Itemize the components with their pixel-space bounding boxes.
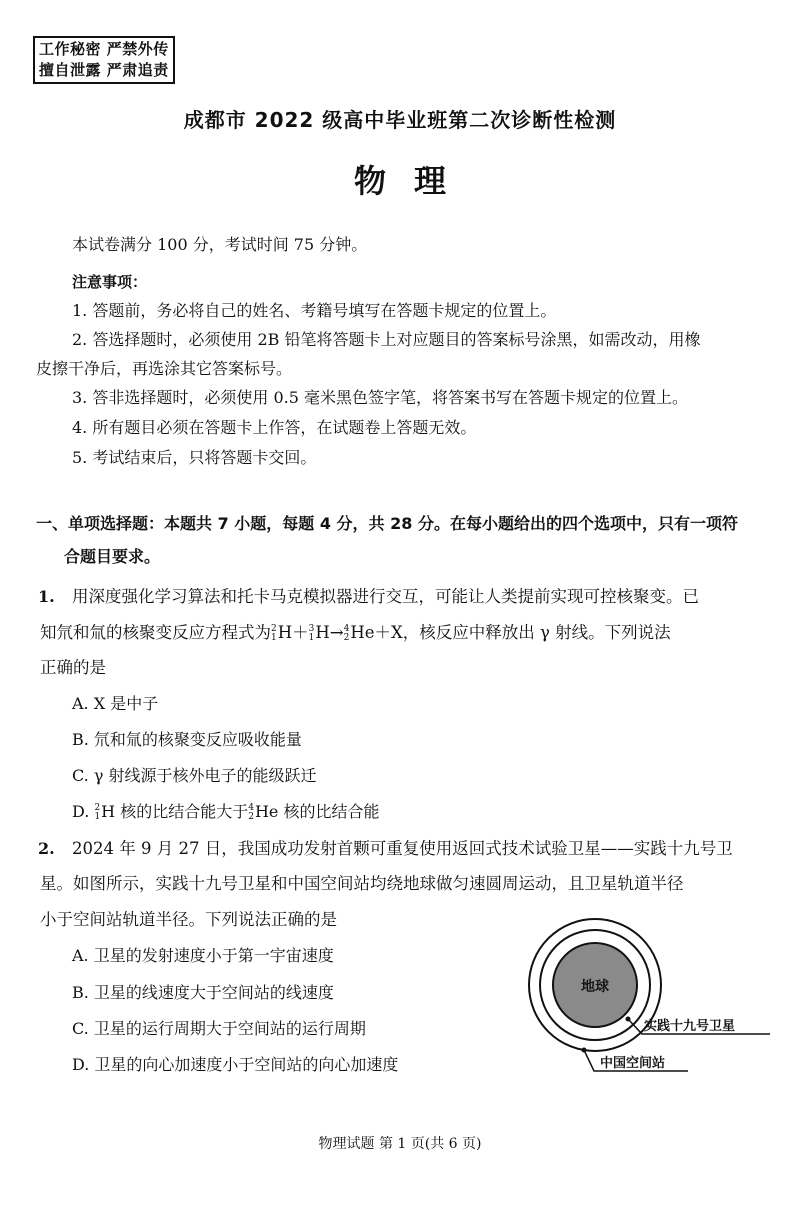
subject-title: 物理 (353, 162, 474, 200)
q1-option-a: A. X 是中子 (72, 694, 159, 713)
q1-option-b: B. 氘和氚的核聚变反应吸收能量 (72, 730, 302, 749)
section-1-heading-cont: 合题目要求。 (64, 547, 161, 566)
satellite-marker (626, 1017, 631, 1022)
q1-option-d-label: D. (72, 802, 95, 821)
h3-isotope-numbers: 3 1 (308, 623, 315, 643)
earth-label: 地球 (581, 979, 609, 995)
note-item-1: 1. 答题前，务必将自己的姓名、考籍号填写在答题卡规定的位置上。 (72, 301, 557, 320)
q1-option-c: C. γ 射线源于核外电子的能级跃迁 (72, 766, 317, 785)
satellite-label: 实践十九号卫星 (644, 1019, 736, 1034)
plus-sign: ＋ (292, 623, 309, 642)
d-mid-text: 核的比结合能大于 (115, 802, 249, 821)
d-h2-isotope-numbers: 2 1 (94, 802, 101, 822)
d-he-isotope-numbers: 4 2 (248, 802, 254, 822)
intro-text: 本试卷满分 100 分，考试时间 75 分钟。 (72, 235, 368, 254)
notes-heading: 注意事项： (72, 273, 148, 291)
h2-symbol: H (277, 623, 293, 642)
question-2-line-3: 小于空间站轨道半径。下列说法正确的是 (40, 910, 337, 929)
question-1-line-2 (40, 623, 671, 643)
question-1-line-1: 用深度强化学习算法和托卡马克模拟器进行交互，可能让人类提前实现可控核聚变。已 (72, 587, 699, 606)
h3-symbol: H (315, 623, 330, 642)
station-marker (582, 1048, 587, 1053)
he-isotope-numbers: 4 2 (343, 623, 350, 643)
section-1-heading: 一、单项选择题：本题共 7 小题，每题 4 分，共 28 分。在每小题给出的四个选项中，只有一项符 (36, 514, 738, 533)
d-he-symbol: He (254, 802, 279, 821)
d-h2-symbol: H (101, 802, 116, 821)
question-2-line-1: 2024 年 9 月 27 日，我国成功发射首颗可重复使用返回式技术试验卫星——实践十九号卫 (72, 839, 733, 858)
q1-text-pre: 知氘和氚的核聚变反应方程式为 (40, 623, 271, 642)
q2-option-a: A. 卫星的发射速度小于第一宇宙速度 (72, 946, 334, 965)
question-1-number: 1. (38, 587, 55, 606)
page-footer: 物理试题 第 1 页(共 6 页) (318, 1136, 482, 1152)
note-item-5: 5. 考试结束后，只将答题卡交回。 (72, 448, 317, 467)
station-label: 中国空间站 (600, 1056, 666, 1071)
stamp-line-2: 擅自泄露 严肃追责 (39, 61, 169, 79)
question-2-number: 2. (38, 839, 55, 858)
confidential-stamp (33, 36, 175, 84)
he-symbol: He (350, 623, 375, 642)
q1-option-d (72, 802, 379, 822)
note-item-2-cont: 皮擦干净后，再选涂其它答案标号。 (36, 359, 293, 378)
q2-option-b: B. 卫星的线速度大于空间站的线速度 (72, 983, 334, 1002)
orbit-diagram (520, 912, 780, 1084)
exam-title: 成都市 2022 级高中毕业班第二次诊断性检测 (183, 108, 617, 132)
note-item-4: 4. 所有题目必须在答题卡上作答，在试题卷上答题无效。 (72, 418, 477, 437)
equation-tail: ＋X (374, 623, 403, 642)
note-item-3: 3. 答非选择题时，必须使用 0.5 毫米黑色签字笔，将答案书写在答题卡规定的位置上。 (72, 388, 688, 407)
q2-option-c: C. 卫星的运行周期大于空间站的运行周期 (72, 1019, 366, 1038)
question-1-line-3: 正确的是 (40, 658, 106, 677)
d-tail-text: 核的比结合能 (278, 802, 380, 821)
stamp-line-1: 工作秘密 严禁外传 (39, 40, 169, 58)
q2-option-d: D. 卫星的向心加速度小于空间站的向心加速度 (72, 1055, 399, 1074)
question-2-line-2: 星。如图所示，实践十九号卫星和中国空间站均绕地球做匀速圆周运动，且卫星轨道半径 (40, 874, 684, 893)
h2-isotope-numbers: 2 1 (271, 623, 277, 643)
reaction-arrow: → (329, 623, 344, 642)
note-item-2: 2. 答选择题时，必须使用 2B 铅笔将答题卡上对应题目的答案标号涂黑，如需改动，用橡 (72, 330, 701, 349)
q1-text-post: ，核反应中释放出 γ 射线。下列说法 (402, 623, 671, 642)
